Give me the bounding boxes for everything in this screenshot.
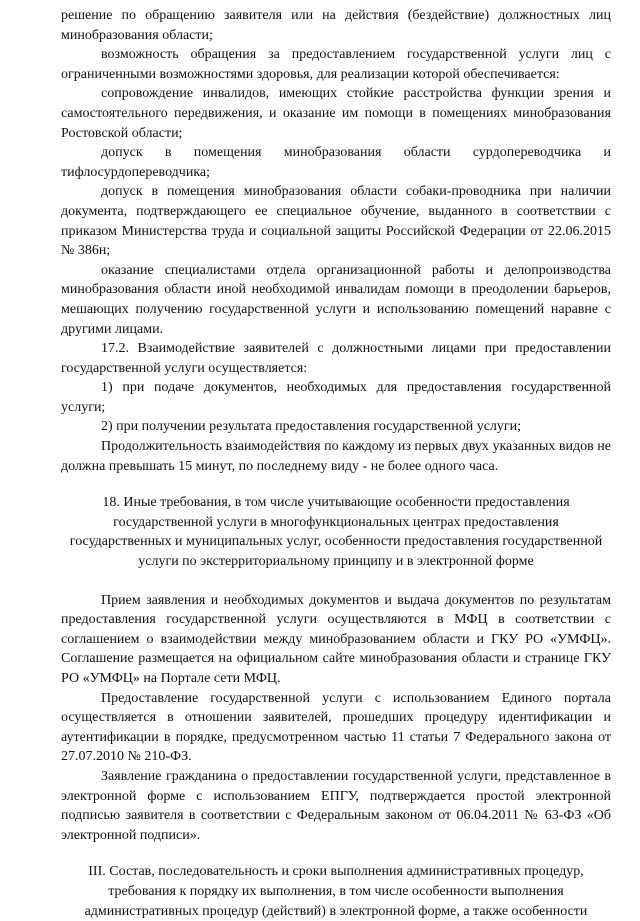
list-item-1: 1) при подаче документов, необходимых для предоставления государственной услуги; [61, 380, 611, 415]
paragraph-sign-interpreter: допуск в помещения минобразования области сурдопереводчика и тифлосурдопереводчика; [61, 145, 611, 180]
section-3-heading: III. Состав, последовательность и сроки выполнения административных процедур, требования к порядку их выполнения, в том числе особенности выполнения административных процедур (действий) в электронной форме, а также особенности [84, 864, 588, 919]
paragraph-mfc-reception: Прием заявления и необходимых документов и выдача документов по результатам предоставления государственной услуги осуществляются в МФЦ в соответствии с соглашением о взаимодействии между минобразованием области и ГКУ РО «УМФЦ». Соглашение размещается на официальном сайте минобразования области и странице ГКУ РО «УМФЦ» на Портале сети МФЦ. [61, 592, 611, 686]
paragraph-duration: Продолжительность взаимодействия по каждому из первых двух указанных видов не должна превышать 15 минут, по последнему виду - не более одного часа. [61, 439, 611, 474]
paragraph-escort-disabled: сопровождение инвалидов, имеющих стойкие расстройства функции зрения и самостоятельного передвижения, и оказание им помощи в помещениях минобразования Ростовской области; [61, 86, 611, 141]
spacer [61, 572, 611, 591]
paragraph-17-2: 17.2. Взаимодействие заявителей с должностными лицами при предоставлении государственной услуги осуществляется: [61, 341, 611, 376]
spacer [61, 845, 611, 862]
paragraph-decision-appeal: решение по обращению заявителя или на действия (бездействие) должностных лиц минобразования области; [61, 8, 611, 43]
paragraph-guide-dog: допуск в помещения минобразования области собаки-проводника при наличии документа, подтверждающего ее специальное обучение, выданного в соответствии с приказом Министерства труда и социальной защиты Российской Федерации от 22.06.2015 № 386н; [61, 184, 611, 259]
section-18-heading: 18. Иные требования, в том числе учитывающие особенности предоставления государственной услуги в многофункциональных центрах предоставления государственных и муниципальных услуг, особенности предоставления государственной услуги по экстерриториальному принципу и в электронной форме [69, 495, 603, 570]
list-item-2: 2) при получении результата предоставления государственной услуги; [101, 419, 522, 435]
paragraph-unified-portal: Предоставление государственной услуги с использованием Единого портала осуществляется в отношении заявителей, прошедших процедуру идентификации и аутентификации в порядке, предусмотренном частью 11 статьи 7 Федерального закона от 27.07.2010 № 210-ФЗ. [61, 690, 611, 765]
paragraph-staff-assistance: оказание специалистами отдела организационной работы и делопроизводства минобразования области иной необходимой инвалидам помощи в преодолении барьеров, мешающих получению государственной услуги и использованию помещений наравне с другими лицами. [61, 262, 611, 337]
paragraph-electronic-signature: Заявление гражданина о предоставлении государственной услуги, представленное в электронной форме с использованием ЕПГУ, подтверждается простой электронной подписью заявителя в соответствии с Федеральным законом от 06.04.2011 № 63-ФЗ «Об электронной подписи». [61, 768, 611, 843]
spacer [61, 476, 611, 493]
paragraph-accessibility-intro: возможность обращения за предоставлением государственной услуги лиц с ограниченными возможностями здоровья, для реализации которой обеспечивается: [61, 47, 611, 82]
document-page [61, 6, 611, 921]
